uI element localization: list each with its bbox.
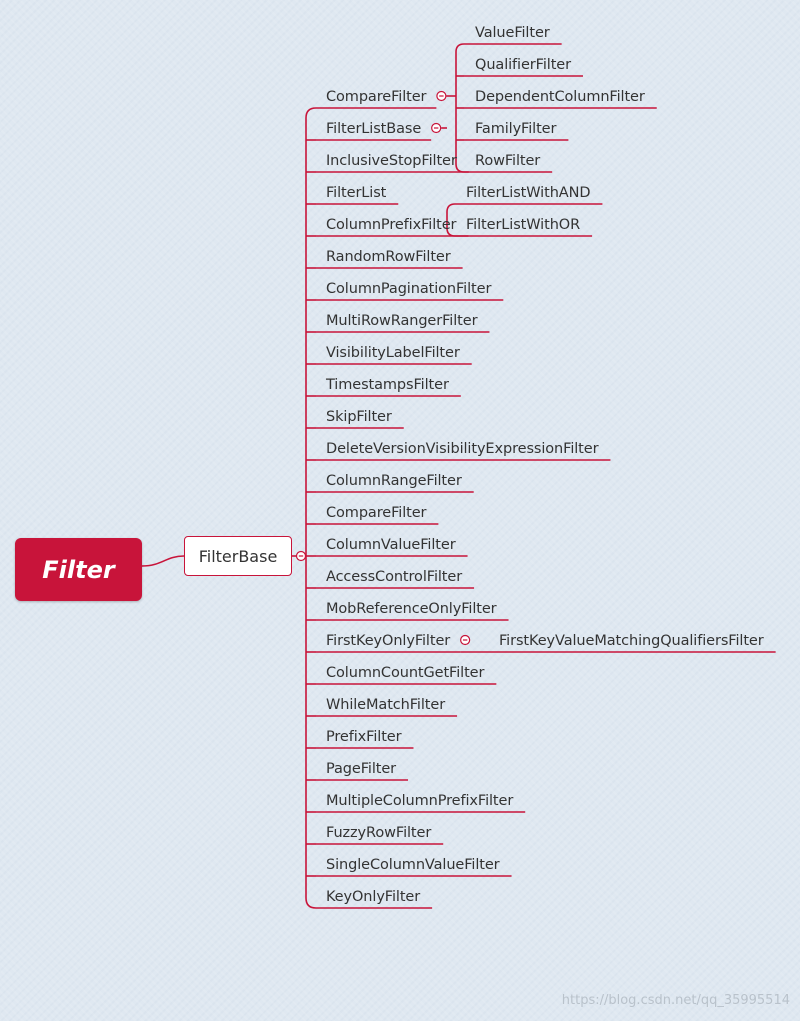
child-connector-1-1 <box>456 44 464 52</box>
compare-filter-node[interactable]: CompareFilter <box>326 89 427 105</box>
column-prefix-filter-node[interactable]: ColumnPrefixFilter <box>326 217 457 233</box>
filter-list-base-node[interactable]: FilterListBase <box>326 121 422 137</box>
column-value-filter-node[interactable]: ColumnValueFilter <box>326 537 456 553</box>
visibility-label-filter-node[interactable]: VisibilityLabelFilter <box>326 345 460 361</box>
column-range-filter-node[interactable]: ColumnRangeFilter <box>326 473 462 489</box>
center-node-filterbase[interactable] <box>184 536 292 576</box>
root-node-label: Filter <box>42 555 115 584</box>
root-node-filter[interactable] <box>15 538 142 601</box>
center-collapse-toggle[interactable] <box>297 552 306 561</box>
compare-filter-node[interactable]: CompareFilter <box>326 505 427 521</box>
branch-connector-1 <box>306 108 316 118</box>
skip-filter-node[interactable]: SkipFilter <box>326 409 392 425</box>
center-node-label: FilterBase <box>198 546 278 566</box>
first-key-value-matching-qualifiers-filter-node[interactable]: FirstKeyValueMatchingQualifiersFilter <box>499 633 764 649</box>
filter-list-with-or-node[interactable]: FilterListWithOR <box>466 217 581 233</box>
single-column-value-filter-node[interactable]: SingleColumnValueFilter <box>326 857 500 873</box>
root-center-connector <box>142 556 184 566</box>
delete-version-visibility-expression-filter-node[interactable]: DeleteVersionVisibilityExpressionFilter <box>326 441 599 457</box>
first-key-only-filter-collapse-toggle[interactable] <box>461 636 470 645</box>
watermark: https://blog.csdn.net/qq_35995514 <box>561 993 790 1008</box>
column-pagination-filter-node[interactable]: ColumnPaginationFilter <box>326 281 492 297</box>
prefix-filter-node[interactable]: PrefixFilter <box>326 729 402 745</box>
row-filter-node[interactable]: RowFilter <box>475 153 541 169</box>
child-connector-1-5 <box>456 164 464 172</box>
mob-reference-only-filter-node[interactable]: MobReferenceOnlyFilter <box>326 601 497 617</box>
while-match-filter-node[interactable]: WhileMatchFilter <box>326 697 446 713</box>
access-control-filter-node[interactable]: AccessControlFilter <box>326 569 463 585</box>
filter-list-base-collapse-toggle[interactable] <box>432 124 441 133</box>
value-filter-node[interactable]: ValueFilter <box>475 25 550 41</box>
column-count-get-filter-node[interactable]: ColumnCountGetFilter <box>326 665 485 681</box>
child-connector-2-1 <box>447 204 455 212</box>
dependent-column-filter-node[interactable]: DependentColumnFilter <box>475 89 645 105</box>
page-filter-node[interactable]: PageFilter <box>326 761 397 777</box>
fuzzy-row-filter-node[interactable]: FuzzyRowFilter <box>326 825 432 841</box>
compare-filter-collapse-toggle[interactable] <box>437 92 446 101</box>
multi-row-ranger-filter-node[interactable]: MultiRowRangerFilter <box>326 313 478 329</box>
random-row-filter-node[interactable]: RandomRowFilter <box>326 249 451 265</box>
filter-list-node[interactable]: FilterList <box>326 185 387 201</box>
filter-list-with-and-node[interactable]: FilterListWithAND <box>466 185 591 201</box>
key-only-filter-node[interactable]: KeyOnlyFilter <box>326 889 421 905</box>
branch-connector-26 <box>306 898 316 908</box>
timestamps-filter-node[interactable]: TimestampsFilter <box>326 377 449 393</box>
family-filter-node[interactable]: FamilyFilter <box>475 121 557 137</box>
multiple-column-prefix-filter-node[interactable]: MultipleColumnPrefixFilter <box>326 793 514 809</box>
inclusive-stop-filter-node[interactable]: InclusiveStopFilter <box>326 153 457 169</box>
first-key-only-filter-node[interactable]: FirstKeyOnlyFilter <box>326 633 451 649</box>
qualifier-filter-node[interactable]: QualifierFilter <box>475 57 571 73</box>
